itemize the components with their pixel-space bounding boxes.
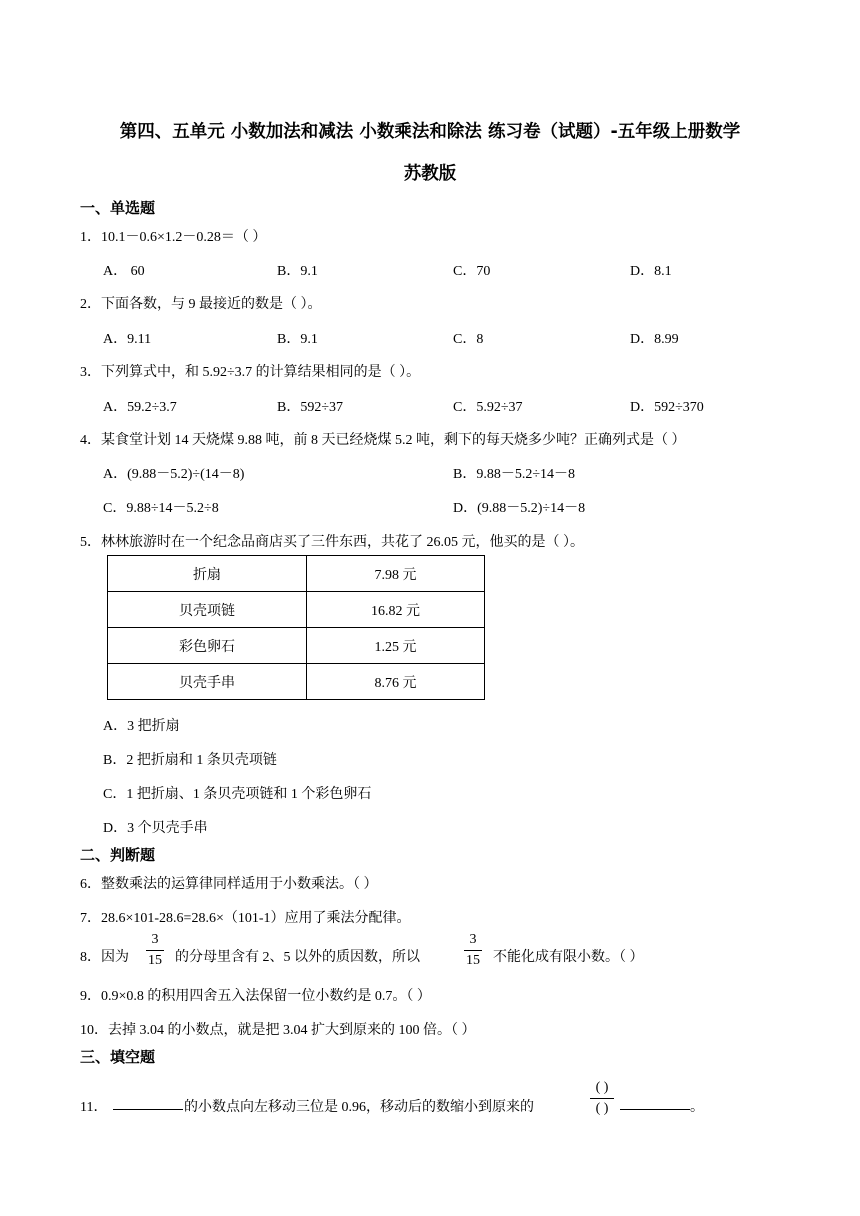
fraction-denominator: 15: [148, 953, 162, 968]
fraction-numerator: 3: [151, 932, 159, 947]
table-cell-item: 彩色卵石: [108, 628, 307, 664]
question-2-option-b: B．9.1: [277, 332, 318, 347]
question-1-option-a: A． 60: [103, 264, 145, 279]
question-5-stem: 5．林林旅游时在一个纪念品商店买了三件东西，共花了 26.05 元，他买的是（ ）。: [80, 535, 584, 550]
question-3-option-d: D．592÷370: [630, 400, 704, 415]
question-9-stem: 9．0.9×0.8 的积用四舍五入法保留一位小数约是 0.7。（ ）: [80, 989, 431, 1004]
document-title-line2: 苏教版: [403, 164, 457, 184]
question-4-option-d: D．(9.88－5.2)÷14－8: [453, 501, 586, 516]
table-cell-item: 贝壳手串: [108, 664, 307, 700]
question-1-option-b: B．9.1: [277, 264, 318, 279]
question-1-option-d: D．8.1: [630, 264, 672, 279]
section-heading-fill-blank: 三、填空题: [80, 1048, 156, 1066]
fraction-denominator: 15: [466, 953, 480, 968]
question-3-option-b: B．592÷37: [277, 400, 344, 415]
fraction-3-15: [464, 932, 482, 969]
table-cell-price: 7.98 元: [307, 556, 485, 592]
table-cell-price: 8.76 元: [307, 664, 485, 700]
price-table: [107, 555, 485, 700]
fraction-denominator: ( ): [595, 1101, 609, 1116]
table-row: [108, 556, 485, 592]
question-10-stem: 10．去掉 3.04 的小数点，就是把 3.04 扩大到原来的 100 倍。（ ）: [80, 1023, 476, 1038]
question-11-text: 的小数点向左移动三位是 0.96，移动后的数缩小到原来的: [184, 1100, 534, 1115]
question-11-end: 。: [690, 1100, 704, 1115]
section-heading-single-choice: 一、单选题: [80, 199, 156, 217]
table-row: [108, 664, 485, 700]
question-1-option-c: C．70: [453, 264, 491, 279]
table-cell-price: 1.25 元: [307, 628, 485, 664]
question-4-option-b: B．9.88－5.2÷14－8: [453, 467, 576, 482]
table-row: [108, 592, 485, 628]
question-5-option-d: D．3 个贝壳手串: [103, 821, 208, 836]
question-3-option-c: C．5.92÷37: [453, 400, 523, 415]
question-3-option-a: A．59.2÷3.7: [103, 400, 177, 415]
question-5-option-c: C．1 把折扇、1 条贝壳项链和 1 个彩色卵石: [103, 787, 372, 802]
table-cell-item: 折扇: [108, 556, 307, 592]
question-8-part1: 8．因为: [80, 950, 129, 965]
question-11-number: 11．: [80, 1100, 108, 1115]
answer-blank[interactable]: [620, 1095, 690, 1110]
question-2-option-d: D．8.99: [630, 332, 679, 347]
fraction-numerator: 3: [469, 932, 477, 947]
question-4-stem: 4．某食堂计划 14 天烧煤 9.88 吨，前 8 天已经烧煤 5.2 吨，剩下的每天烧多少吨？正确列式是（ ）: [80, 433, 686, 448]
question-4-option-c: C．9.88÷14－5.2÷8: [103, 501, 219, 516]
table-cell-item: 贝壳项链: [108, 592, 307, 628]
section-heading-true-false: 二、判断题: [80, 846, 156, 864]
question-8-part3: 不能化成有限小数。（ ）: [493, 950, 644, 965]
answer-blank[interactable]: [113, 1095, 183, 1110]
table-row: [108, 628, 485, 664]
question-2-stem: 2．下面各数，与 9 最接近的数是（ ）。: [80, 297, 322, 312]
question-3-stem: 3．下列算式中，和 5.92÷3.7 的计算结果相同的是（ ）。: [80, 365, 421, 380]
question-8-part2: 的分母里含有 2、5 以外的质因数，所以: [175, 950, 420, 965]
question-2-option-a: A．9.11: [103, 332, 152, 347]
question-5-option-b: B．2 把折扇和 1 条贝壳项链: [103, 753, 277, 768]
question-5-option-a: A．3 把折扇: [103, 719, 180, 734]
question-2-option-c: C．8: [453, 332, 484, 347]
question-7-stem: 7．28.6×101-28.6=28.6×（101-1）应用了乘法分配律。: [80, 911, 411, 926]
question-1-stem: 1．10.1－0.6×1.2－0.28＝（ ）: [80, 230, 267, 245]
table-cell-price: 16.82 元: [307, 592, 485, 628]
question-6-stem: 6．整数乘法的运算律同样适用于小数乘法。（ ）: [80, 877, 378, 892]
fraction-3-15: [146, 932, 164, 969]
fraction-blank: [590, 1080, 614, 1117]
document-title-line1: 第四、五单元 小数加法和减法 小数乘法和除法 练习卷（试题）-五年级上册数学: [119, 122, 741, 142]
question-4-option-a: A．(9.88－5.2)÷(14－8): [103, 467, 245, 482]
fraction-numerator: ( ): [595, 1080, 609, 1095]
